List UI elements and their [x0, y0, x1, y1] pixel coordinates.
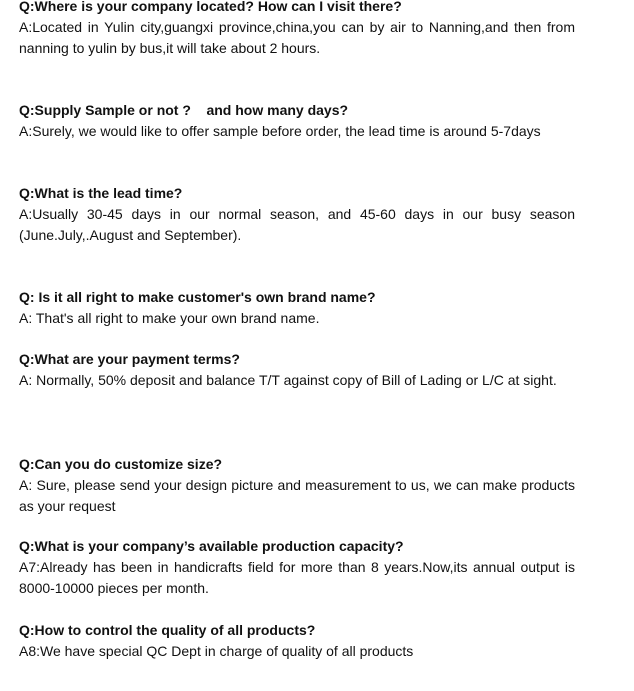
faq-answer: A:Usually 30-45 days in our normal season, and 45-60 days in our busy season (June.July,.August and September). — [19, 206, 575, 243]
faq-question: Q:How to control the quality of all products? — [19, 622, 316, 638]
faq-item-location — [19, 0, 575, 59]
faq-answer: A8:We have special QC Dept in charge of quality of all products — [19, 643, 414, 659]
faq-question: Q: Is it all right to make customer's own brand name? — [19, 289, 376, 305]
faq-item-lead-time — [19, 183, 575, 246]
faq-question: Q:Can you do customize size? — [19, 456, 223, 472]
faq-answer: A: Normally, 50% deposit and balance T/T against copy of Bill of Lading or L/C at sight. — [19, 372, 557, 388]
faq-question: Q:Where is your company located? How can I visit there? — [19, 0, 402, 14]
faq-answer: A: Sure, please send your design picture and measurement to us, we can make products as your request — [19, 477, 575, 514]
faq-item-payment-terms — [19, 349, 575, 391]
faq-item-sample — [19, 100, 575, 142]
faq-answer: A:Surely, we would like to offer sample before order, the lead time is around 5-7days — [19, 123, 541, 139]
faq-question: Q:Supply Sample or not ? and how many days? — [19, 102, 349, 118]
faq-question: Q:What is the lead time? — [19, 185, 183, 201]
faq-question: Q:What is your company’s available production capacity? — [19, 538, 404, 554]
faq-question: Q:What are your payment terms? — [19, 351, 240, 367]
faq-answer: A:Located in Yulin city,guangxi province,china,you can by air to Nanning,and then from nanning to yulin by bus,it will take about 2 hours. — [19, 19, 575, 56]
faq-item-customize-size — [19, 454, 575, 517]
faq-answer: A: That's all right to make your own brand name. — [19, 310, 320, 326]
faq-item-brand-name — [19, 287, 575, 329]
faq-answer: A7:Already has been in handicrafts field for more than 8 years.Now,its annual output is 8000-10000 pieces per month. — [19, 559, 575, 596]
faq-item-production-capacity — [19, 536, 575, 599]
faq-item-quality-control — [19, 620, 575, 662]
